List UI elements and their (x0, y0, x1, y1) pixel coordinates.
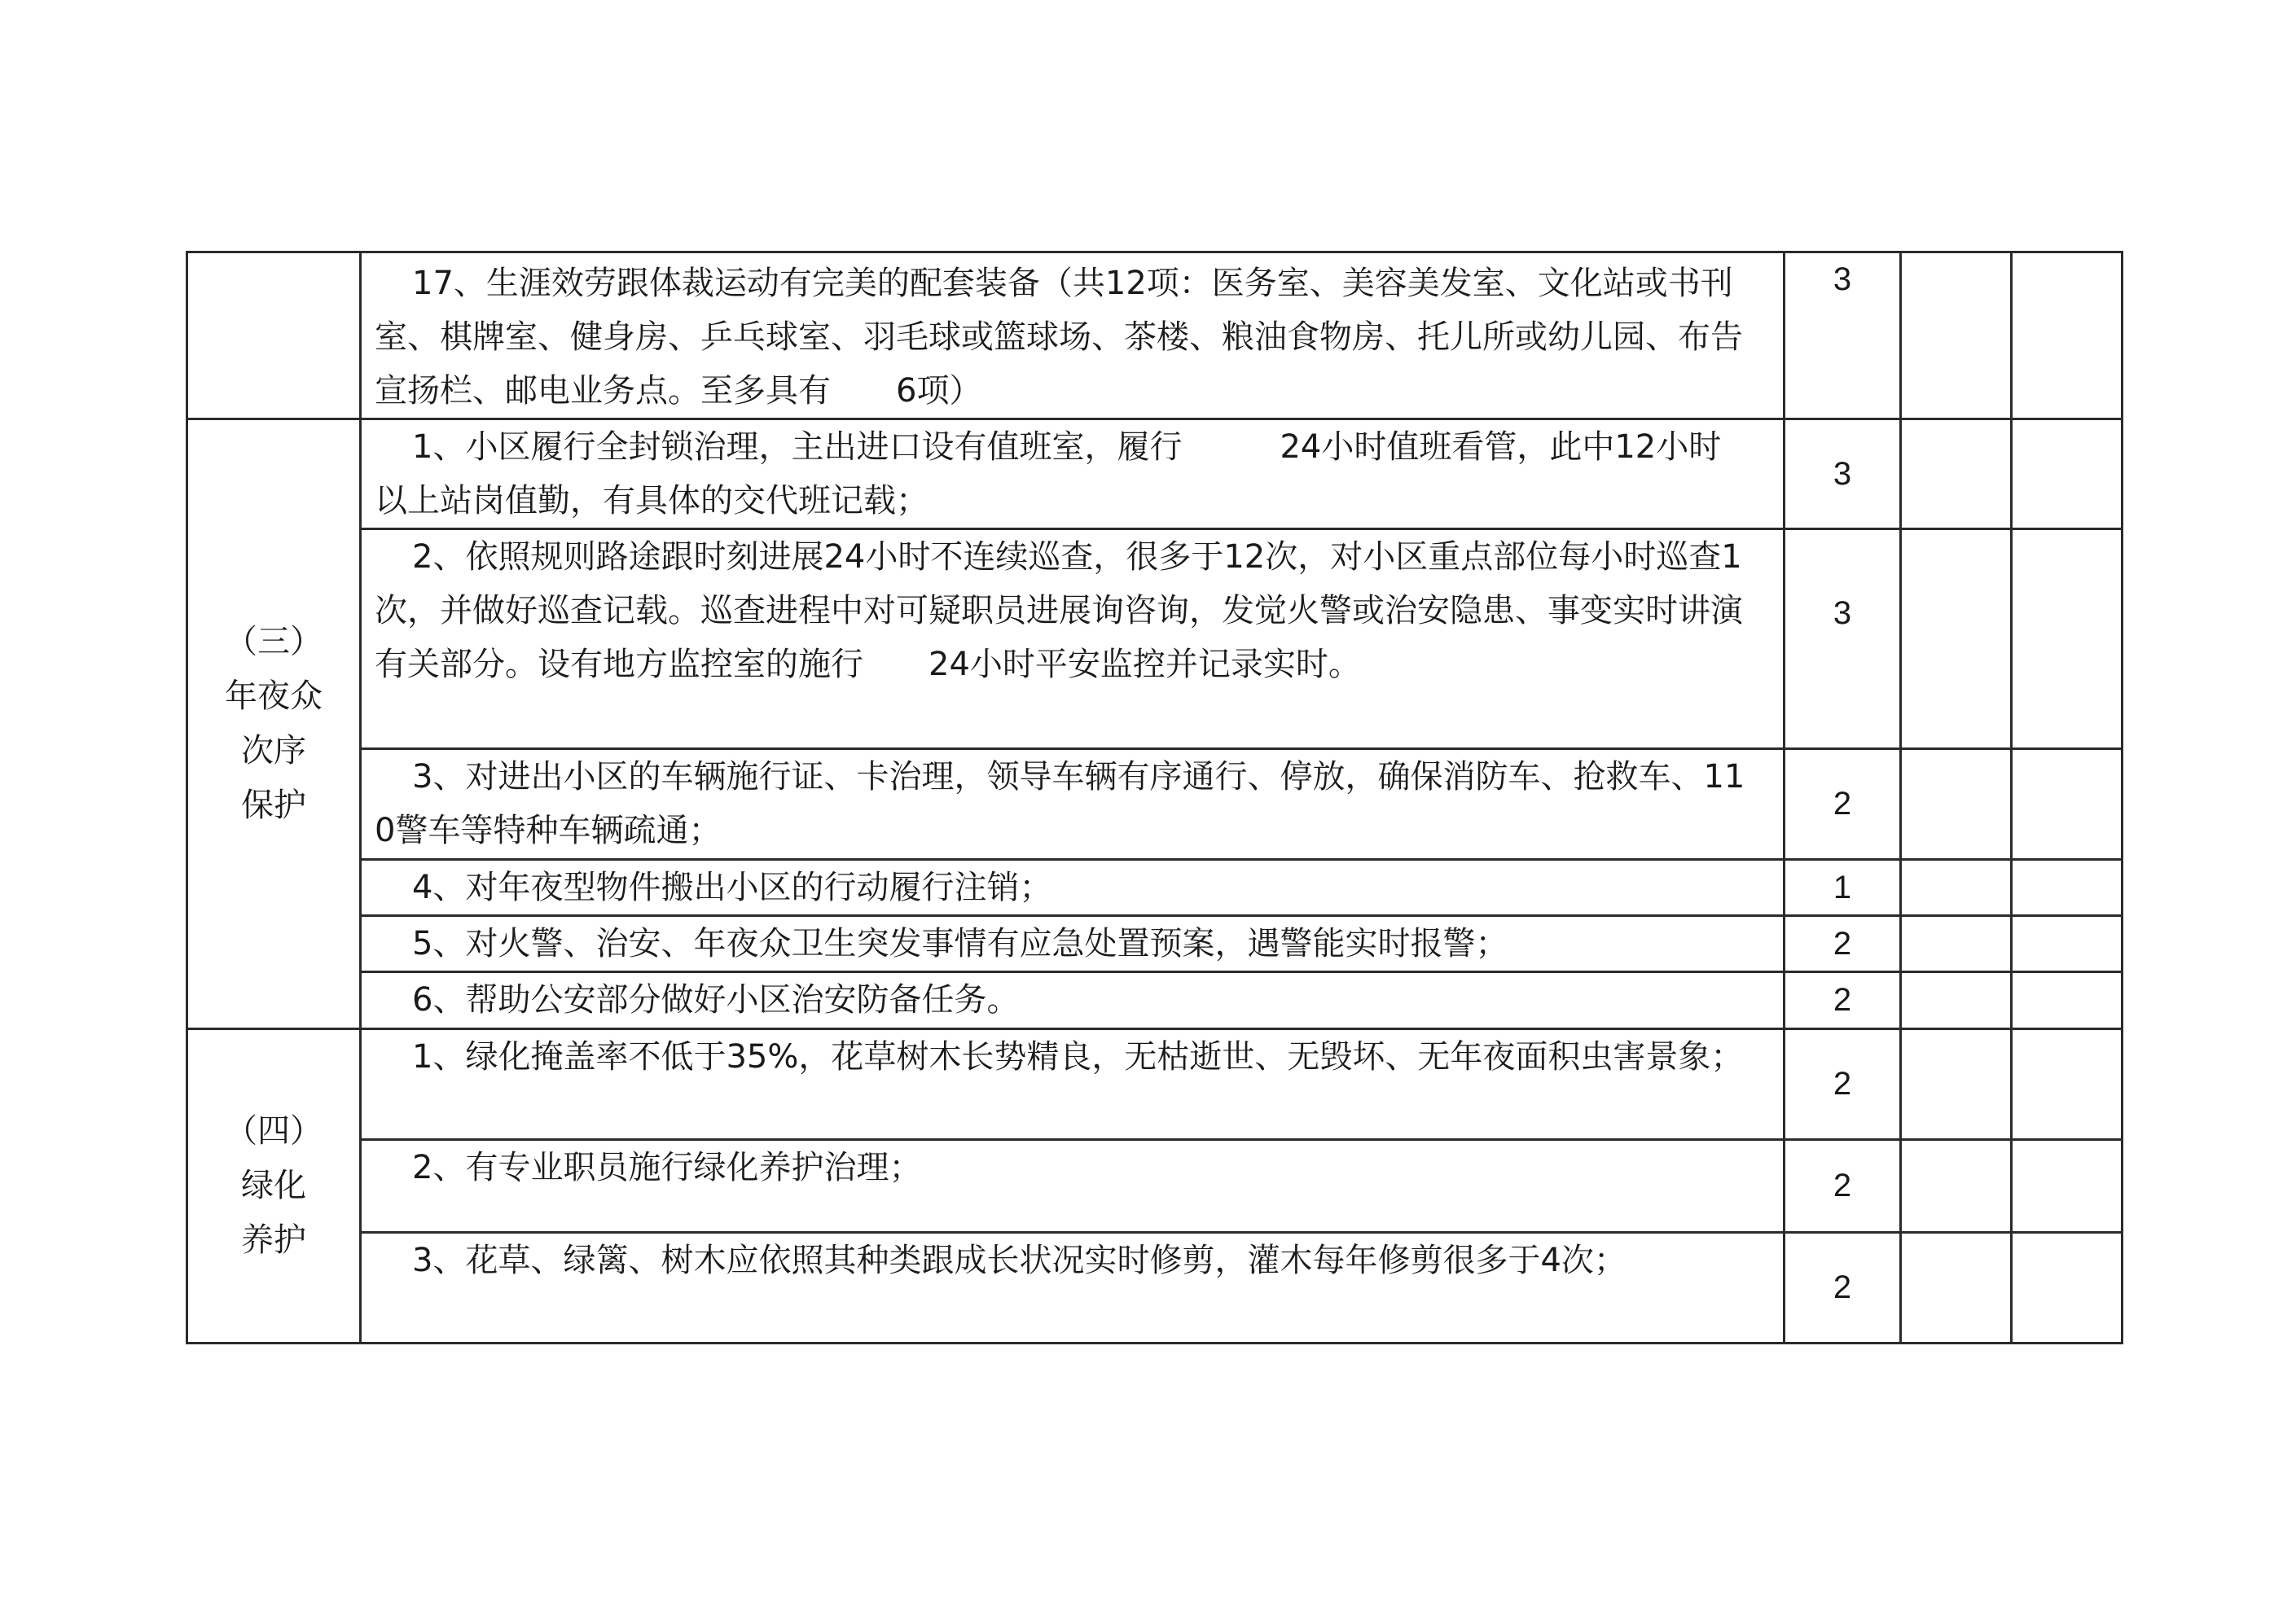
item-cell (361, 419, 1785, 529)
score-cell: 2 (1785, 1029, 1901, 1140)
evaluation-table (186, 251, 2123, 1344)
blank-cell (2012, 1029, 2123, 1140)
item-cell (361, 860, 1785, 916)
table-row (187, 1140, 2123, 1233)
item-text: 4、对年夜型物件搬出小区的行动履行注销； (412, 869, 1052, 906)
item-cell (361, 252, 1785, 419)
item-text: 2、依照规则路途跟时刻进展24小时不连续巡查，很多于12次，对小区重点部位每小时巡查1次，并做好巡查记载。巡查进程中对可疑职员进展询咨询，发觉火警或治安隐患、事变实时讲演有关部分。设有地方监控室的施行 24小时平安监控并记录实时。 (375, 538, 1743, 683)
blank-cell (1901, 749, 2012, 860)
blank-cell (2012, 860, 2123, 916)
blank-cell (2012, 916, 2123, 972)
score-cell: 3 (1785, 252, 1901, 419)
score-cell: 2 (1785, 1233, 1901, 1344)
section-label-cell (187, 419, 361, 1029)
blank-cell (1901, 529, 2012, 749)
section-cell-empty (187, 252, 361, 419)
table-row (187, 529, 2123, 749)
table-row (187, 419, 2123, 529)
score-cell: 2 (1785, 1140, 1901, 1233)
table-row (187, 749, 2123, 860)
score-cell: 2 (1785, 916, 1901, 972)
section-label-line: 年夜众 (225, 677, 323, 715)
item-cell (361, 749, 1785, 860)
section-label-line: 次序 (241, 732, 306, 769)
blank-cell (2012, 419, 2123, 529)
section-label-line: 养护 (241, 1221, 306, 1259)
table-row (187, 916, 2123, 972)
section-label-cell (187, 1029, 361, 1344)
blank-cell (2012, 252, 2123, 419)
blank-cell (2012, 1140, 2123, 1233)
item-text: 1、小区履行全封锁治理，主出进口设有值班室，履行 24小时值班看管，此中12小时以上站岗值勤，有具体的交代班记载； (375, 428, 1722, 519)
item-cell (361, 916, 1785, 972)
blank-cell (1901, 860, 2012, 916)
table-row (187, 1029, 2123, 1140)
score-cell: 1 (1785, 860, 1901, 916)
blank-cell (1901, 1233, 2012, 1344)
table-row (187, 972, 2123, 1029)
item-cell (361, 1140, 1785, 1233)
blank-cell (1901, 419, 2012, 529)
table-row (187, 860, 2123, 916)
section-label-line: （三） (225, 623, 323, 660)
item-text: 1、绿化掩盖率不低于35%，花草树木长势精良，无枯逝世、无毁坏、无年夜面积虫害景象； (412, 1038, 1744, 1076)
table-row (187, 1233, 2123, 1344)
section-label-line: 绿化 (241, 1167, 306, 1204)
blank-cell (2012, 972, 2123, 1029)
score-cell: 2 (1785, 749, 1901, 860)
item-text: 2、有专业职员施行绿化养护治理； (412, 1149, 922, 1186)
blank-cell (1901, 1140, 2012, 1233)
item-cell (361, 972, 1785, 1029)
blank-cell (1901, 1029, 2012, 1140)
blank-cell (1901, 252, 2012, 419)
item-text: 17、生涯效劳跟体裁运动有完美的配套装备（共12项：医务室、美容美发室、文化站或书刊室、棋牌室、健身房、乒乓球室、羽毛球或篮球场、茶楼、粮油食物房、托儿所或幼儿园、布告宣扬栏、邮电业务点。至多具有 6项） (375, 265, 1743, 410)
section-label-line: （四） (225, 1112, 323, 1150)
section-label-line: 保护 (241, 787, 306, 824)
item-text: 5、对火警、治安、年夜众卫生突发事情有应急处置预案，遇警能实时报警； (412, 925, 1508, 962)
blank-cell (1901, 972, 2012, 1029)
item-text: 6、帮助公安部分做好小区治安防备任务。 (412, 981, 1020, 1019)
item-text: 3、花草、绿篱、树木应依照其种类跟成长状况实时修剪，灌木每年修剪很多于4次； (412, 1242, 1627, 1279)
item-cell (361, 1233, 1785, 1344)
blank-cell (2012, 749, 2123, 860)
blank-cell (1901, 916, 2012, 972)
score-cell: 2 (1785, 972, 1901, 1029)
item-text: 3、对进出小区的车辆施行证、卡治理，领导车辆有序通行、停放，确保消防车、抢救车、110警车等特种车辆疏通； (375, 758, 1745, 849)
item-cell (361, 1029, 1785, 1140)
blank-cell (2012, 1233, 2123, 1344)
score-cell: 3 (1785, 419, 1901, 529)
table-row (187, 252, 2123, 419)
blank-cell (2012, 529, 2123, 749)
item-cell (361, 529, 1785, 749)
score-cell: 3 (1785, 529, 1901, 749)
